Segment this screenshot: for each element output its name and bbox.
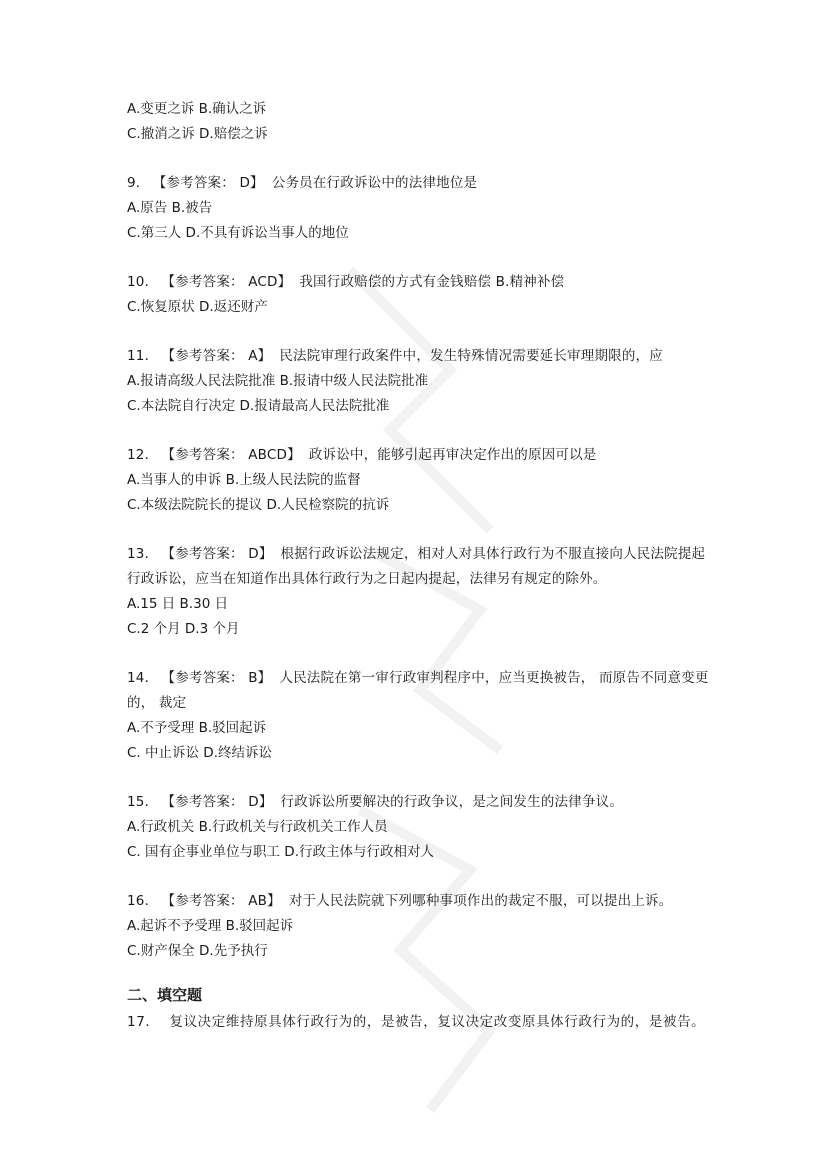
question-block-11: [127, 344, 717, 419]
question-text: 对于人民法院就下列哪种事项作出的裁定不服，可以提出上诉。: [288, 893, 673, 909]
options-line-2: C. 国有企事业单位与职工 D.行政主体与行政相对人: [127, 844, 434, 860]
answer-tag: 【参考答案： D】: [168, 794, 273, 810]
question-number: 17．: [127, 1014, 160, 1030]
options-line-1: A.不予受理 B.驳回起诉: [127, 720, 267, 736]
question-number: 15．: [127, 794, 159, 810]
question-stem: [127, 542, 717, 592]
answer-tag: 【参考答案： ABCD】: [168, 447, 301, 463]
question-stem: [127, 171, 717, 196]
question-stem: [127, 344, 717, 369]
question-block-10: [127, 270, 717, 320]
question-block-15: [127, 790, 717, 865]
options-line-2: C.本法院自行决定 D.报请最高人民法院批准: [127, 398, 390, 414]
options-line-1: A.变更之诉 B.确认之诉: [127, 101, 267, 117]
answer-tag: 【参考答案： AB】: [168, 893, 281, 909]
question-block-14: [127, 666, 717, 766]
answer-tag: 【参考答案： A】: [168, 348, 272, 364]
answer-tag: 【参考答案： D】: [168, 546, 273, 562]
options-line-1: A.原告 B.被告: [127, 200, 213, 216]
question-block-16: [127, 889, 717, 964]
question-text: 行政诉讼所要解决的行政争议，是之间发生的法律争议。: [280, 794, 624, 810]
question-number: 12．: [127, 447, 159, 463]
options-line-1: A.行政机关 B.行政机关与行政机关工作人员: [127, 819, 388, 835]
section-title-fill-in: 二、填空题: [127, 986, 203, 1004]
options-line-1: A.15 日 B.30 日: [127, 596, 229, 612]
options-line-2: C. 中止诉讼 D.终结诉讼: [127, 745, 272, 761]
question-block-17: [127, 1010, 717, 1035]
options-line-1: A.起诉不予受理 B.驳回起诉: [127, 918, 294, 934]
question-text: 我国行政赔偿的方式有金钱赔偿 B.精神补偿: [299, 274, 565, 290]
answer-tag: 【参考答案： ACD】: [168, 274, 292, 290]
document-content: [127, 97, 717, 1035]
question-number: 16．: [127, 893, 159, 909]
question-text: 政诉讼中，能够引起再审决定作出的原因可以是: [308, 447, 597, 463]
options-line-2: C.撤消之诉 D.赔偿之诉: [127, 126, 268, 142]
question-number: 10．: [127, 274, 159, 290]
options-line-2: C.财产保全 D.先予执行: [127, 943, 268, 959]
question-text: 根据行政诉讼法规定，相对人对具体行政行为不服直接向人民法院提起行政诉讼，应当在知道作出具体行政行为之日起内提起，法律另有规定的除外。: [127, 546, 706, 587]
question-number: 11．: [127, 348, 159, 364]
question-stem: [127, 443, 717, 468]
question-number: 13．: [127, 546, 159, 562]
question-text: 复议决定维持原具体行政行为的，是被告，复议决定改变原具体行政行为的，是被告。: [169, 1014, 706, 1030]
question-block-9: [127, 171, 717, 246]
question-text: 公务员在行政诉讼中的法律地位是: [271, 175, 478, 191]
options-line-1: A.当事人的申诉 B.上级人民法院的监督: [127, 472, 361, 488]
options-line-2: C.2 个月 D.3 个月: [127, 621, 240, 637]
question-block-12: [127, 443, 717, 518]
options-line-2: C.第三人 D.不具有诉讼当事人的地位: [127, 225, 349, 241]
answer-tag: 【参考答案： D】: [159, 175, 264, 191]
options-line-2: C.本级法院院长的提议 D.人民检察院的抗诉: [127, 497, 390, 513]
answer-tag: 【参考答案： B】: [168, 670, 272, 686]
options-line-1: C.恢复原状 D.返还财产: [127, 299, 268, 315]
question-stem: [127, 270, 717, 295]
question-text: 民法院审理行政案件中，发生特殊情况需要延长审理期限的，应: [279, 348, 663, 364]
question-stem: [127, 889, 717, 914]
question-block-prev: [127, 97, 717, 147]
question-block-13: [127, 542, 717, 642]
options-line-1: A.报请高级人民法院批准 B.报请中级人民法院批准: [127, 373, 429, 389]
question-text: 人民法院在第一审行政审判程序中，应当更换被告， 而原告不同意变更的， 裁定: [127, 670, 709, 711]
question-stem: [127, 666, 717, 716]
question-number: 9．: [127, 175, 150, 191]
question-stem: [127, 790, 717, 815]
question-number: 14．: [127, 670, 159, 686]
